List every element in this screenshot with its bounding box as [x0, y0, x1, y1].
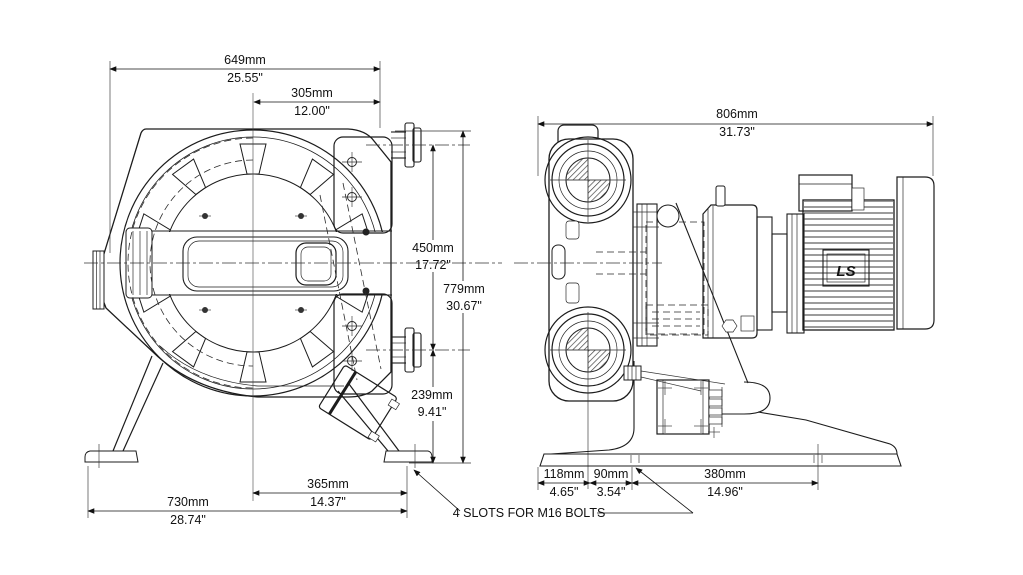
- coupling-housing: [757, 214, 804, 333]
- dim-730-mm: 730mm: [167, 495, 209, 509]
- dim-779-inch: 30.67": [446, 299, 482, 313]
- dim-806-mm: 806mm: [716, 107, 758, 121]
- dim-450-inch: 17.72": [415, 258, 451, 272]
- side-view: [514, 125, 934, 489]
- dim-118-inch: 4.65": [549, 485, 579, 499]
- dim-365-mm: 365mm: [307, 477, 349, 491]
- clamp-bolt: [363, 288, 370, 295]
- left-foot: [85, 451, 138, 462]
- fan-cover: [897, 177, 934, 329]
- hose-stud: [624, 366, 641, 380]
- dim-450-mm: 450mm: [412, 241, 454, 255]
- dim-90-inch: 3.54": [596, 485, 626, 499]
- dim-806-inch: 31.73": [719, 125, 755, 139]
- dim-305-inch: 12.00": [294, 104, 330, 118]
- right-foot: [384, 451, 432, 462]
- dim-90-mm: 90mm: [593, 467, 629, 481]
- dim-649-mm: 649mm: [224, 53, 266, 67]
- dim-649-inch: 25.55": [227, 71, 263, 85]
- clamp-bolt: [363, 229, 370, 236]
- dim-730-inch: 28.74": [170, 513, 206, 527]
- casing-waist-lug: [552, 245, 565, 279]
- motor-logo: LS: [836, 263, 856, 280]
- left-support-leg: [85, 356, 163, 468]
- bolt-note-label: 4 SLOTS FOR M16 BOLTS: [452, 506, 606, 520]
- vent-plug: [716, 186, 725, 206]
- dim-365-inch: 14.37": [310, 495, 346, 509]
- base-plate: [540, 454, 901, 466]
- dim-380-mm: 380mm: [704, 467, 746, 481]
- lifting-eye: [657, 205, 679, 227]
- dim-380-inch: 14.96": [707, 485, 743, 499]
- electric-motor: [799, 175, 934, 330]
- junction-box: [624, 366, 725, 438]
- left-flange-tab: [93, 251, 104, 309]
- dim-118-mm: 118mm: [543, 467, 585, 481]
- dim-305-mm: 305mm: [291, 86, 333, 100]
- dim-239-mm: 239mm: [411, 388, 453, 402]
- dim-239-inch: 9.41": [417, 405, 447, 419]
- drain-plug-hex: [722, 320, 737, 332]
- drain-bolt: [368, 431, 379, 442]
- dim-779-mm: 779mm: [443, 282, 485, 296]
- terminal-comb: [708, 387, 722, 438]
- front-view: [84, 93, 502, 501]
- gusset-diagonal: [676, 203, 748, 383]
- junction-box-bolts: [658, 381, 708, 433]
- drain-bolt: [388, 399, 399, 410]
